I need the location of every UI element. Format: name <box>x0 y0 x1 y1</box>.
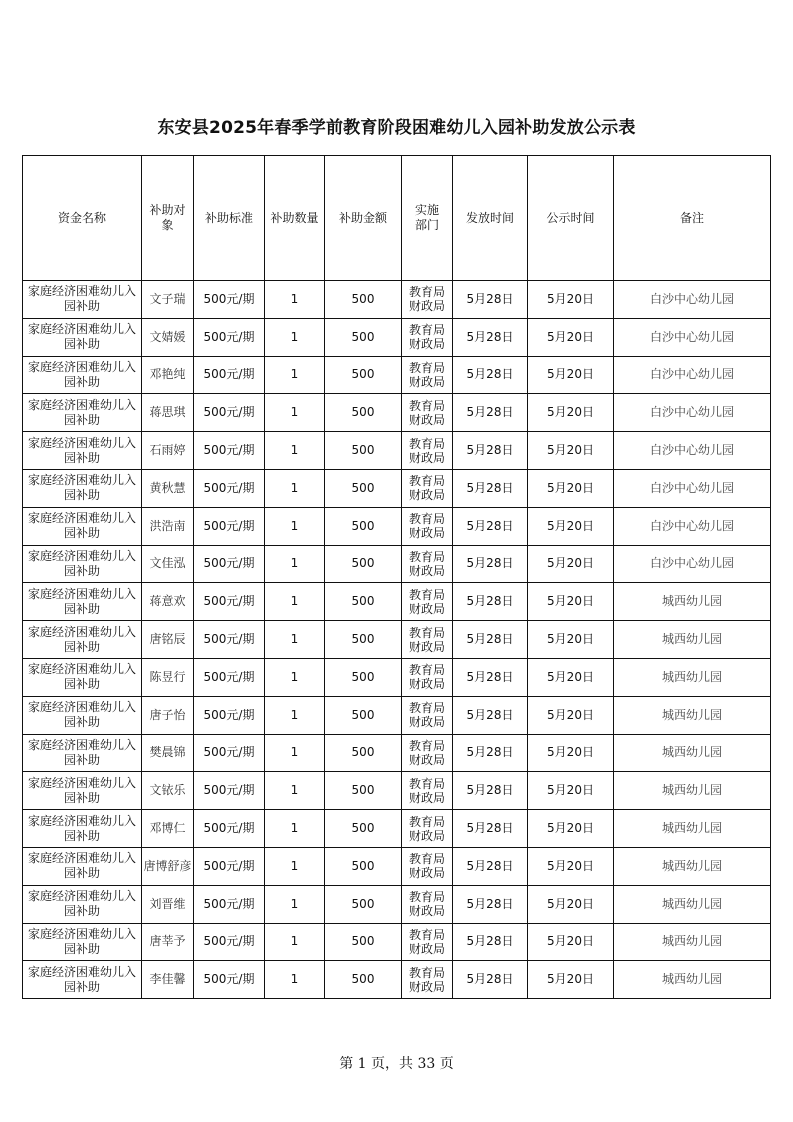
remarks-cell: 城西幼儿园 <box>614 847 771 885</box>
fund-name-cell <box>23 432 142 470</box>
quantity-cell: 1 <box>265 281 325 319</box>
publicity-date-cell: 5月20日 <box>528 621 614 659</box>
recipient-name-cell: 洪浩南 <box>142 507 194 545</box>
department-cell-text: 教育局财政局 <box>408 965 445 994</box>
standard-cell: 500元/期 <box>194 545 265 583</box>
standard-cell: 500元/期 <box>194 621 265 659</box>
table-body <box>23 281 771 999</box>
quantity-cell: 1 <box>265 507 325 545</box>
issue-date-cell: 5月28日 <box>453 394 528 432</box>
issue-date-cell: 5月28日 <box>453 658 528 696</box>
department-cell <box>402 281 453 319</box>
header-department-label: 实施部门 <box>414 203 439 232</box>
amount-cell: 500 <box>325 923 402 961</box>
fund-name-cell <box>23 583 142 621</box>
header-issue-date: 发放时间 <box>453 156 528 281</box>
recipient-name-cell: 樊晨锦 <box>142 734 194 772</box>
table-row <box>23 696 771 734</box>
standard-cell: 500元/期 <box>194 696 265 734</box>
standard-cell: 500元/期 <box>194 318 265 356</box>
fund-name-cell <box>23 734 142 772</box>
quantity-cell: 1 <box>265 356 325 394</box>
recipient-name-cell: 刘晋维 <box>142 885 194 923</box>
department-cell-text: 教育局财政局 <box>408 512 445 541</box>
issue-date-cell: 5月28日 <box>453 923 528 961</box>
header-fund-name: 资金名称 <box>23 156 142 281</box>
publicity-date-cell: 5月20日 <box>528 469 614 507</box>
amount-cell: 500 <box>325 432 402 470</box>
fund-name-cell <box>23 696 142 734</box>
amount-cell: 500 <box>325 507 402 545</box>
recipient-name-cell: 石雨婷 <box>142 432 194 470</box>
department-cell-text: 教育局财政局 <box>408 663 445 692</box>
remarks-cell: 白沙中心幼儿园 <box>614 545 771 583</box>
amount-cell: 500 <box>325 621 402 659</box>
department-cell <box>402 545 453 583</box>
standard-cell: 500元/期 <box>194 961 265 999</box>
page-footer: 第 1 页，共 33 页 <box>339 1056 454 1072</box>
quantity-cell: 1 <box>265 394 325 432</box>
fund-name-cell <box>23 318 142 356</box>
fund-name-cell <box>23 961 142 999</box>
fund-name-cell <box>23 658 142 696</box>
table-row <box>23 432 771 470</box>
header-remarks: 备注 <box>614 156 771 281</box>
recipient-name-cell: 李佳馨 <box>142 961 194 999</box>
table-row <box>23 356 771 394</box>
subsidy-table <box>22 155 771 999</box>
recipient-name-cell: 黄秋慧 <box>142 469 194 507</box>
fund-name-cell <box>23 772 142 810</box>
remarks-cell: 白沙中心幼儿园 <box>614 394 771 432</box>
standard-cell: 500元/期 <box>194 772 265 810</box>
amount-cell: 500 <box>325 734 402 772</box>
department-cell <box>402 432 453 470</box>
table-row <box>23 847 771 885</box>
recipient-name-cell: 唐博舒彦 <box>142 847 194 885</box>
publicity-date-cell: 5月20日 <box>528 885 614 923</box>
issue-date-cell: 5月28日 <box>453 772 528 810</box>
publicity-date-cell: 5月20日 <box>528 432 614 470</box>
publicity-date-cell: 5月20日 <box>528 318 614 356</box>
header-recipient-label: 补助对象 <box>149 203 186 232</box>
table-row <box>23 318 771 356</box>
publicity-date-cell: 5月20日 <box>528 658 614 696</box>
remarks-cell: 白沙中心幼儿园 <box>614 432 771 470</box>
publicity-date-cell: 5月20日 <box>528 847 614 885</box>
table-row <box>23 658 771 696</box>
fund-name-cell-text: 家庭经济困难幼儿入园补助 <box>27 435 136 465</box>
header-department <box>402 156 453 281</box>
fund-name-cell <box>23 923 142 961</box>
department-cell <box>402 961 453 999</box>
issue-date-cell: 5月28日 <box>453 318 528 356</box>
table-row <box>23 507 771 545</box>
remarks-cell: 白沙中心幼儿园 <box>614 507 771 545</box>
standard-cell: 500元/期 <box>194 885 265 923</box>
table-header <box>23 156 771 281</box>
publicity-date-cell: 5月20日 <box>528 734 614 772</box>
department-cell-text: 教育局财政局 <box>408 549 445 578</box>
quantity-cell: 1 <box>265 469 325 507</box>
fund-name-cell-text: 家庭经济困难幼儿入园补助 <box>27 322 136 352</box>
fund-name-cell-text: 家庭经济困难幼儿入园补助 <box>27 284 136 314</box>
fund-name-cell-text: 家庭经济困难幼儿入园补助 <box>27 964 136 994</box>
fund-name-cell-text: 家庭经济困难幼儿入园补助 <box>27 662 136 692</box>
fund-name-cell-text: 家庭经济困难幼儿入园补助 <box>27 926 136 956</box>
amount-cell: 500 <box>325 696 402 734</box>
department-cell <box>402 394 453 432</box>
table-row <box>23 583 771 621</box>
recipient-name-cell: 文子瑞 <box>142 281 194 319</box>
fund-name-cell-text: 家庭经济困难幼儿入园补助 <box>27 851 136 881</box>
issue-date-cell: 5月28日 <box>453 847 528 885</box>
amount-cell: 500 <box>325 885 402 923</box>
quantity-cell: 1 <box>265 923 325 961</box>
department-cell-text: 教育局财政局 <box>408 360 445 389</box>
fund-name-cell <box>23 281 142 319</box>
remarks-cell: 城西幼儿园 <box>614 621 771 659</box>
amount-cell: 500 <box>325 394 402 432</box>
department-cell-text: 教育局财政局 <box>408 587 445 616</box>
publicity-date-cell: 5月20日 <box>528 545 614 583</box>
recipient-name-cell: 文铱乐 <box>142 772 194 810</box>
publicity-date-cell: 5月20日 <box>528 281 614 319</box>
recipient-name-cell: 唐铭辰 <box>142 621 194 659</box>
quantity-cell: 1 <box>265 772 325 810</box>
standard-cell: 500元/期 <box>194 658 265 696</box>
publicity-date-cell: 5月20日 <box>528 772 614 810</box>
table-row <box>23 621 771 659</box>
issue-date-cell: 5月28日 <box>453 885 528 923</box>
remarks-cell: 城西幼儿园 <box>614 734 771 772</box>
table-row <box>23 281 771 319</box>
fund-name-cell <box>23 356 142 394</box>
recipient-name-cell: 蒋思琪 <box>142 394 194 432</box>
quantity-cell: 1 <box>265 810 325 848</box>
department-cell <box>402 621 453 659</box>
issue-date-cell: 5月28日 <box>453 734 528 772</box>
standard-cell: 500元/期 <box>194 583 265 621</box>
fund-name-cell <box>23 847 142 885</box>
recipient-name-cell: 陈昱行 <box>142 658 194 696</box>
fund-name-cell <box>23 621 142 659</box>
remarks-cell: 城西幼儿园 <box>614 583 771 621</box>
standard-cell: 500元/期 <box>194 923 265 961</box>
fund-name-cell <box>23 507 142 545</box>
remarks-cell: 城西幼儿园 <box>614 772 771 810</box>
fund-name-cell-text: 家庭经济困难幼儿入园补助 <box>27 775 136 805</box>
amount-cell: 500 <box>325 810 402 848</box>
department-cell <box>402 923 453 961</box>
issue-date-cell: 5月28日 <box>453 356 528 394</box>
standard-cell: 500元/期 <box>194 847 265 885</box>
department-cell-text: 教育局财政局 <box>408 285 445 314</box>
fund-name-cell-text: 家庭经济困难幼儿入园补助 <box>27 586 136 616</box>
publicity-date-cell: 5月20日 <box>528 961 614 999</box>
amount-cell: 500 <box>325 356 402 394</box>
issue-date-cell: 5月28日 <box>453 810 528 848</box>
department-cell-text: 教育局财政局 <box>408 890 445 919</box>
amount-cell: 500 <box>325 469 402 507</box>
department-cell <box>402 583 453 621</box>
table-row <box>23 734 771 772</box>
fund-name-cell-text: 家庭经济困难幼儿入园补助 <box>27 397 136 427</box>
department-cell <box>402 507 453 545</box>
department-cell-text: 教育局财政局 <box>408 474 445 503</box>
department-cell-text: 教育局财政局 <box>408 814 445 843</box>
header-quantity: 补助数量 <box>265 156 325 281</box>
amount-cell: 500 <box>325 658 402 696</box>
header-standard: 补助标准 <box>194 156 265 281</box>
publicity-date-cell: 5月20日 <box>528 696 614 734</box>
fund-name-cell <box>23 469 142 507</box>
department-cell <box>402 810 453 848</box>
quantity-cell: 1 <box>265 885 325 923</box>
issue-date-cell: 5月28日 <box>453 432 528 470</box>
amount-cell: 500 <box>325 281 402 319</box>
department-cell-text: 教育局财政局 <box>408 323 445 352</box>
department-cell-text: 教育局财政局 <box>408 738 445 767</box>
amount-cell: 500 <box>325 545 402 583</box>
publicity-date-cell: 5月20日 <box>528 507 614 545</box>
department-cell <box>402 772 453 810</box>
quantity-cell: 1 <box>265 583 325 621</box>
remarks-cell: 白沙中心幼儿园 <box>614 318 771 356</box>
standard-cell: 500元/期 <box>194 810 265 848</box>
department-cell <box>402 658 453 696</box>
fund-name-cell-text: 家庭经济困难幼儿入园补助 <box>27 700 136 730</box>
issue-date-cell: 5月28日 <box>453 281 528 319</box>
department-cell-text: 教育局财政局 <box>408 398 445 427</box>
department-cell <box>402 356 453 394</box>
department-cell <box>402 847 453 885</box>
publicity-date-cell: 5月20日 <box>528 356 614 394</box>
fund-name-cell-text: 家庭经济困难幼儿入园补助 <box>27 889 136 919</box>
standard-cell: 500元/期 <box>194 356 265 394</box>
remarks-cell: 白沙中心幼儿园 <box>614 281 771 319</box>
quantity-cell: 1 <box>265 318 325 356</box>
fund-name-cell <box>23 885 142 923</box>
quantity-cell: 1 <box>265 734 325 772</box>
publicity-date-cell: 5月20日 <box>528 810 614 848</box>
recipient-name-cell: 唐莘予 <box>142 923 194 961</box>
department-cell-text: 教育局财政局 <box>408 625 445 654</box>
quantity-cell: 1 <box>265 545 325 583</box>
standard-cell: 500元/期 <box>194 507 265 545</box>
table-row <box>23 923 771 961</box>
table-row <box>23 469 771 507</box>
publicity-date-cell: 5月20日 <box>528 583 614 621</box>
standard-cell: 500元/期 <box>194 734 265 772</box>
fund-name-cell-text: 家庭经济困难幼儿入园补助 <box>27 548 136 578</box>
amount-cell: 500 <box>325 961 402 999</box>
fund-name-cell <box>23 810 142 848</box>
standard-cell: 500元/期 <box>194 469 265 507</box>
department-cell-text: 教育局财政局 <box>408 852 445 881</box>
table-row <box>23 545 771 583</box>
department-cell-text: 教育局财政局 <box>408 701 445 730</box>
issue-date-cell: 5月28日 <box>453 545 528 583</box>
department-cell-text: 教育局财政局 <box>408 927 445 956</box>
standard-cell: 500元/期 <box>194 281 265 319</box>
quantity-cell: 1 <box>265 432 325 470</box>
table-row <box>23 394 771 432</box>
remarks-cell: 城西幼儿园 <box>614 658 771 696</box>
header-publicity-date: 公示时间 <box>528 156 614 281</box>
department-cell-text: 教育局财政局 <box>408 776 445 805</box>
quantity-cell: 1 <box>265 696 325 734</box>
issue-date-cell: 5月28日 <box>453 507 528 545</box>
fund-name-cell <box>23 545 142 583</box>
remarks-cell: 白沙中心幼儿园 <box>614 469 771 507</box>
remarks-cell: 城西幼儿园 <box>614 885 771 923</box>
header-recipient <box>142 156 194 281</box>
publicity-date-cell: 5月20日 <box>528 923 614 961</box>
recipient-name-cell: 蒋意欢 <box>142 583 194 621</box>
header-amount: 补助金额 <box>325 156 402 281</box>
table-row <box>23 961 771 999</box>
publicity-date-cell: 5月20日 <box>528 394 614 432</box>
department-cell <box>402 318 453 356</box>
standard-cell: 500元/期 <box>194 432 265 470</box>
table-row <box>23 885 771 923</box>
standard-cell: 500元/期 <box>194 394 265 432</box>
recipient-name-cell: 唐子怡 <box>142 696 194 734</box>
quantity-cell: 1 <box>265 847 325 885</box>
recipient-name-cell: 邓艳纯 <box>142 356 194 394</box>
table-row <box>23 810 771 848</box>
department-cell <box>402 469 453 507</box>
recipient-name-cell: 文佳泓 <box>142 545 194 583</box>
issue-date-cell: 5月28日 <box>453 961 528 999</box>
recipient-name-cell: 邓博仁 <box>142 810 194 848</box>
department-cell <box>402 734 453 772</box>
department-cell-text: 教育局财政局 <box>408 436 445 465</box>
issue-date-cell: 5月28日 <box>453 621 528 659</box>
amount-cell: 500 <box>325 318 402 356</box>
recipient-name-cell: 文婧媛 <box>142 318 194 356</box>
remarks-cell: 城西幼儿园 <box>614 696 771 734</box>
table-row <box>23 772 771 810</box>
quantity-cell: 1 <box>265 658 325 696</box>
amount-cell: 500 <box>325 847 402 885</box>
remarks-cell: 城西幼儿园 <box>614 923 771 961</box>
department-cell <box>402 885 453 923</box>
fund-name-cell-text: 家庭经济困难幼儿入园补助 <box>27 473 136 503</box>
amount-cell: 500 <box>325 583 402 621</box>
amount-cell: 500 <box>325 772 402 810</box>
quantity-cell: 1 <box>265 621 325 659</box>
remarks-cell: 城西幼儿园 <box>614 961 771 999</box>
page-title: 东安县2025年春季学前教育阶段困难幼儿入园补助发放公示表 <box>157 118 636 138</box>
fund-name-cell-text: 家庭经济困难幼儿入园补助 <box>27 624 136 654</box>
fund-name-cell-text: 家庭经济困难幼儿入园补助 <box>27 359 136 389</box>
fund-name-cell <box>23 394 142 432</box>
department-cell <box>402 696 453 734</box>
fund-name-cell-text: 家庭经济困难幼儿入园补助 <box>27 813 136 843</box>
fund-name-cell-text: 家庭经济困难幼儿入园补助 <box>27 511 136 541</box>
remarks-cell: 城西幼儿园 <box>614 810 771 848</box>
issue-date-cell: 5月28日 <box>453 583 528 621</box>
remarks-cell: 白沙中心幼儿园 <box>614 356 771 394</box>
fund-name-cell-text: 家庭经济困难幼儿入园补助 <box>27 737 136 767</box>
issue-date-cell: 5月28日 <box>453 469 528 507</box>
issue-date-cell: 5月28日 <box>453 696 528 734</box>
quantity-cell: 1 <box>265 961 325 999</box>
